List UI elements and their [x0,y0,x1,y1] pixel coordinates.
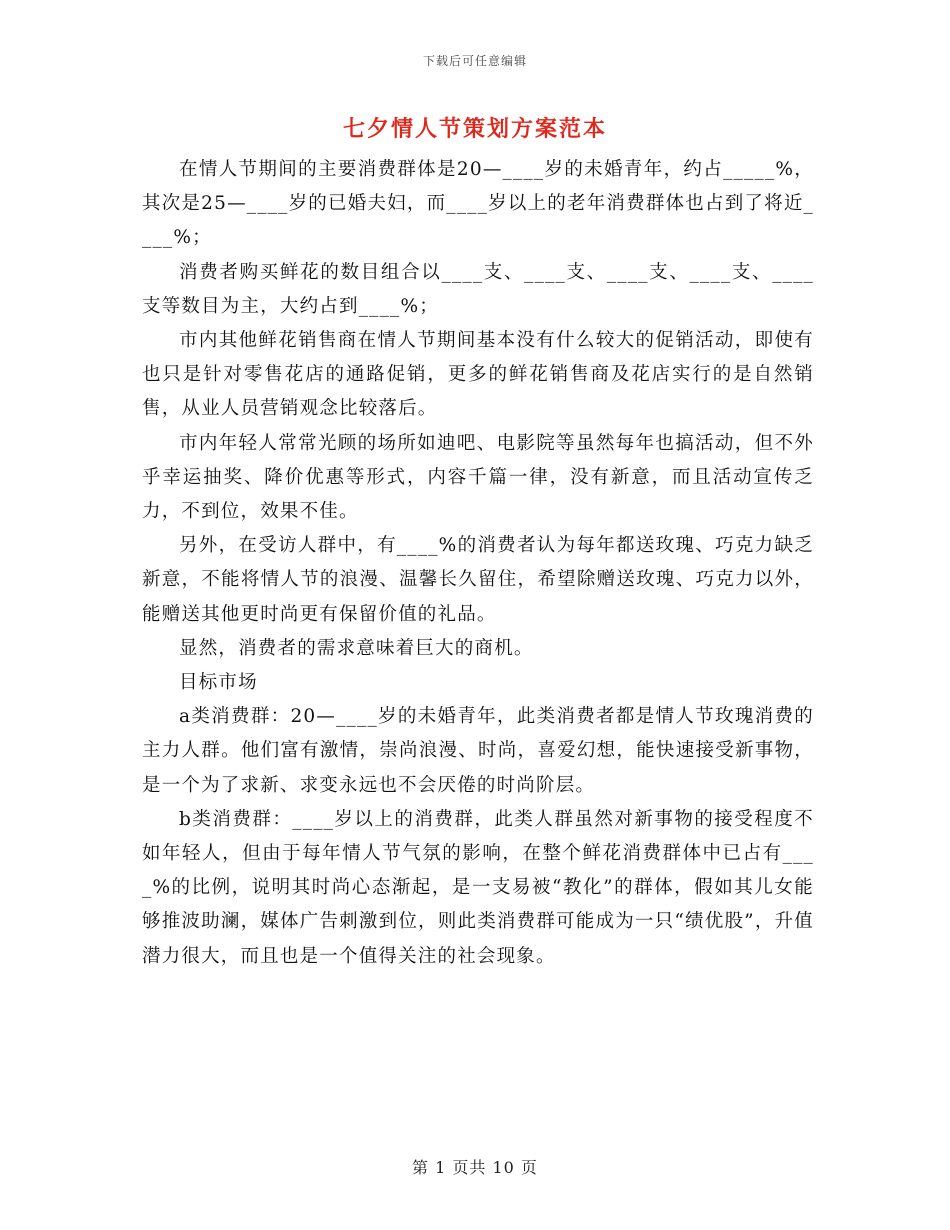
paragraph-competitors: 市内其他鲜花销售商在情人节期间基本没有什么较大的促销活动，即使有也只是针对零售花店的通路促销，更多的鲜花销售商及花店实行的是自然销售，从业人员营销观念比较落后。 [142,330,814,420]
document-title: 七夕情人节策划方案范本 [342,116,607,142]
section-heading-target-market: 目标市场 [179,672,258,694]
paragraph-group-b: b类消费群：____岁以上的消费群，此类人群虽然对新事物的接受程度不如年轻人，但由于每年情人节气氛的影响，在整个鲜花消费群体中已占有____%的比例，说明其时尚心态渐起，是一支易被“教化”的群体，假如其儿女能够推波助澜，媒体广告刺激到位，则此类消费群可能成为一只“绩优股”，升值潜力很大，而且也是一个值得关注的社会现象。 [142,808,814,967]
paragraph-group-a: a类消费群：20—____岁的未婚青年，此类消费者都是情人节玫瑰消费的主力人群。他们富有激情，崇尚浪漫、时尚，喜爱幻想，能快速接受新事物，是一个为了求新、求变永远也不会厌倦的时尚阶层。 [142,706,814,796]
paragraph-consumer-groups: 在情人节期间的主要消费群体是20—____岁的未婚青年，约占_____%，其次是25—____岁的已婚夫妇，而____岁以上的老年消费群体也占到了将近____%； [142,159,814,249]
page-footer: 第 1 页共 10 页 [412,1158,538,1177]
paragraph-opportunity: 显然，消费者的需求意味着巨大的商机。 [179,637,534,659]
paragraph-flower-quantity: 消费者购买鲜花的数目组合以____支、____支、____支、____支、____支等数目为主，大约占到____%； [142,261,814,317]
paragraph-youth-venues: 市内年轻人常常光顾的场所如迪吧、电影院等虽然每年也搞活动，但不外乎幸运抽奖、降价优惠等形式，内容千篇一律，没有新意，而且活动宣传乏力，不到位，效果不佳。 [142,432,814,523]
header-note: 下载后可任意编辑 [422,54,527,68]
paragraph-survey: 另外，在受访人群中，有____%的消费者认为每年都送玫瑰、巧克力缺乏新意，不能将情人节的浪漫、温馨长久留住，希望除赠送玫瑰、巧克力以外，能赠送其他更时尚更有保留价值的礼品。 [142,535,814,625]
document-body [142,153,814,974]
